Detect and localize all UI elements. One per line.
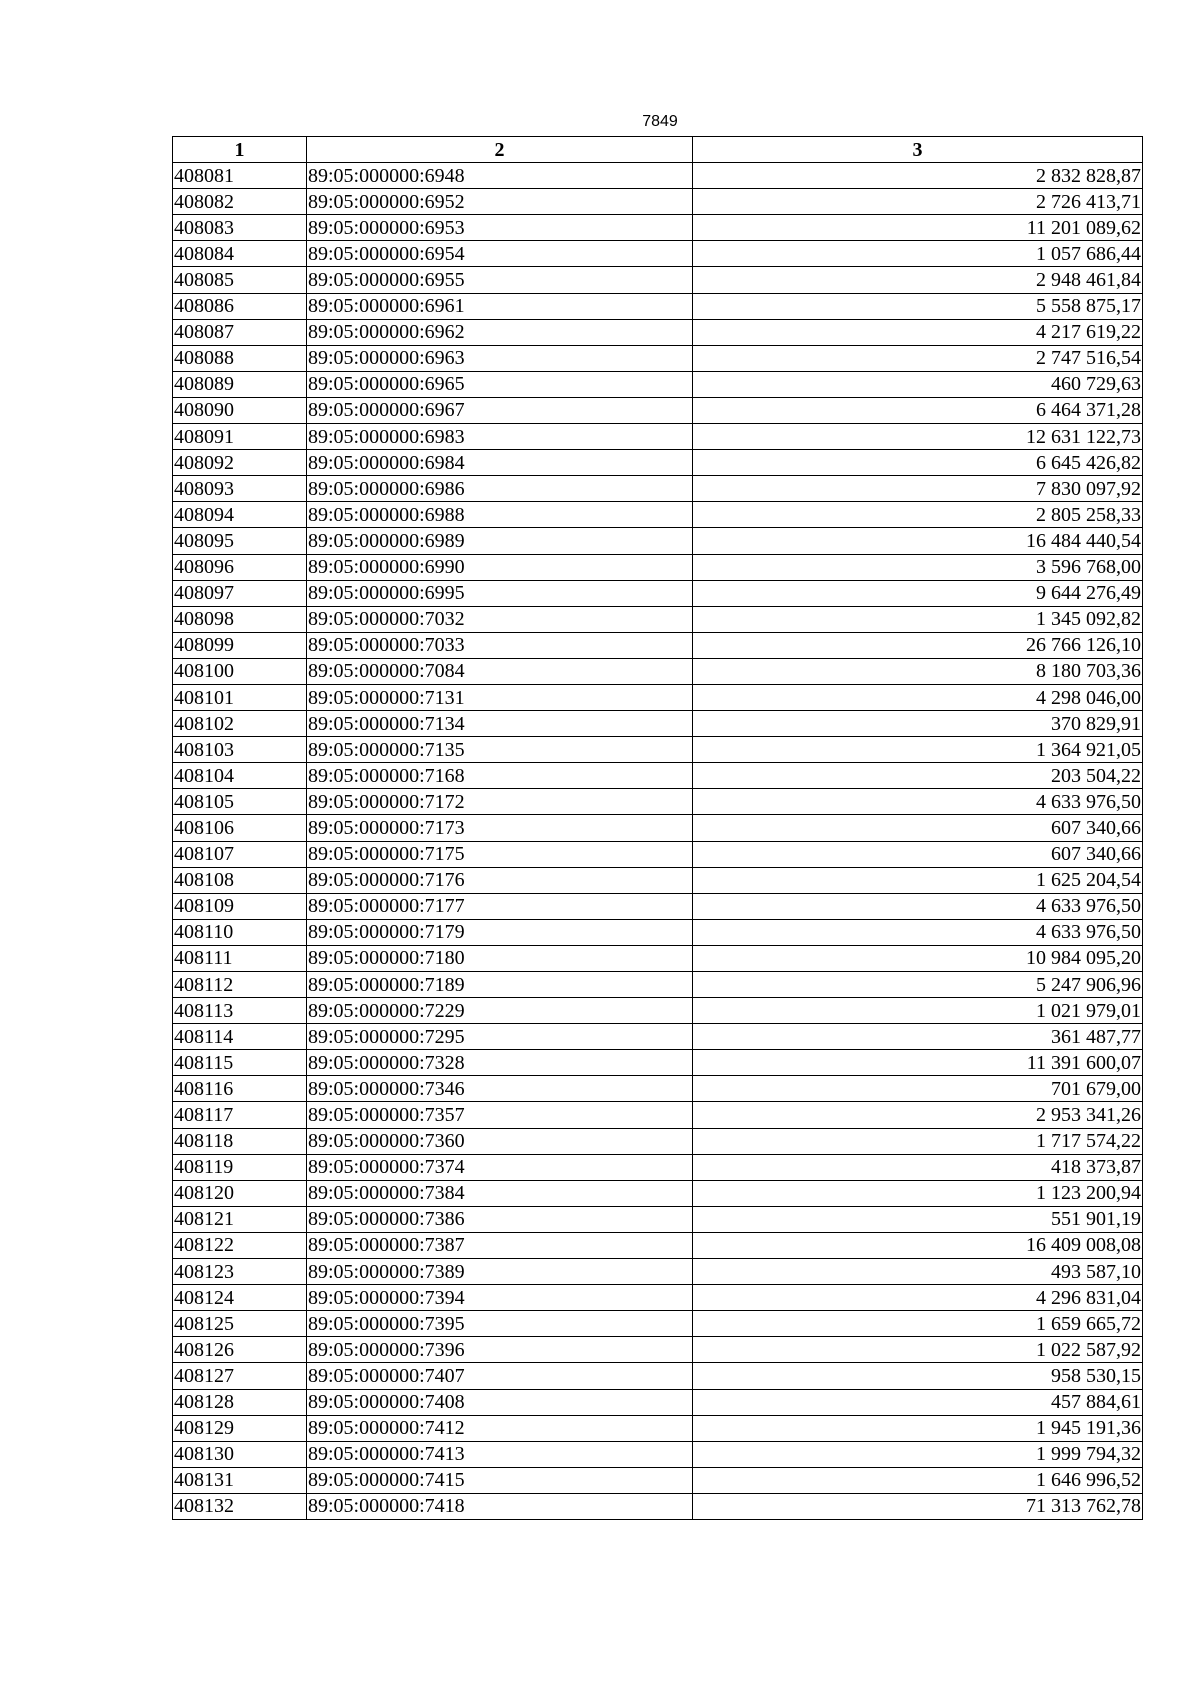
value-cell: 4 633 976,50 (693, 893, 1143, 919)
table-row (173, 1076, 1143, 1102)
value-cell: 12 631 122,73 (693, 424, 1143, 450)
cadastral-number-cell: 89:05:000000:7360 (307, 1128, 693, 1154)
value-cell: 7 830 097,92 (693, 476, 1143, 502)
table-row (173, 658, 1143, 684)
table-row (173, 163, 1143, 189)
table-row (173, 972, 1143, 998)
cadastral-number-cell: 89:05:000000:6963 (307, 345, 693, 371)
cadastral-number-cell: 89:05:000000:7418 (307, 1493, 693, 1519)
table-row (173, 215, 1143, 241)
row-number-cell: 408117 (173, 1102, 307, 1128)
row-number-cell: 408105 (173, 789, 307, 815)
value-cell: 457 884,61 (693, 1389, 1143, 1415)
row-number-cell: 408103 (173, 737, 307, 763)
table-row (173, 1337, 1143, 1363)
value-cell: 361 487,77 (693, 1024, 1143, 1050)
cadastral-number-cell: 89:05:000000:7033 (307, 632, 693, 658)
cadastral-number-cell: 89:05:000000:7395 (307, 1311, 693, 1337)
row-number-cell: 408084 (173, 241, 307, 267)
value-cell: 16 484 440,54 (693, 528, 1143, 554)
value-cell: 1 022 587,92 (693, 1337, 1143, 1363)
row-number-cell: 408119 (173, 1154, 307, 1180)
value-cell: 4 633 976,50 (693, 919, 1143, 945)
table-row (173, 1024, 1143, 1050)
table-row (173, 424, 1143, 450)
row-number-cell: 408113 (173, 998, 307, 1024)
table-row (173, 684, 1143, 710)
value-cell: 2 953 341,26 (693, 1102, 1143, 1128)
row-number-cell: 408112 (173, 972, 307, 998)
row-number-cell: 408129 (173, 1415, 307, 1441)
cadastral-number-cell: 89:05:000000:6955 (307, 267, 693, 293)
row-number-cell: 408098 (173, 606, 307, 632)
column-header-3: 3 (693, 137, 1143, 163)
column-header-1: 1 (173, 137, 307, 163)
value-cell: 3 596 768,00 (693, 554, 1143, 580)
table-row (173, 476, 1143, 502)
row-number-cell: 408081 (173, 163, 307, 189)
value-cell: 8 180 703,36 (693, 658, 1143, 684)
value-cell: 2 747 516,54 (693, 345, 1143, 371)
value-cell: 4 298 046,00 (693, 684, 1143, 710)
cadastral-number-cell: 89:05:000000:6953 (307, 215, 693, 241)
row-number-cell: 408093 (173, 476, 307, 502)
row-number-cell: 408109 (173, 893, 307, 919)
table-row (173, 1154, 1143, 1180)
table-row (173, 1102, 1143, 1128)
table-row (173, 1050, 1143, 1076)
value-cell: 493 587,10 (693, 1259, 1143, 1285)
table-row (173, 345, 1143, 371)
cadastral-number-cell: 89:05:000000:6967 (307, 397, 693, 423)
row-number-cell: 408089 (173, 371, 307, 397)
cadastral-number-cell: 89:05:000000:6989 (307, 528, 693, 554)
value-cell: 71 313 762,78 (693, 1493, 1143, 1519)
cadastral-number-cell: 89:05:000000:6965 (307, 371, 693, 397)
row-number-cell: 408115 (173, 1050, 307, 1076)
value-cell: 1 717 574,22 (693, 1128, 1143, 1154)
row-number-cell: 408116 (173, 1076, 307, 1102)
cadastral-number-cell: 89:05:000000:6954 (307, 241, 693, 267)
row-number-cell: 408090 (173, 397, 307, 423)
value-cell: 1 625 204,54 (693, 867, 1143, 893)
cadastral-number-cell: 89:05:000000:7032 (307, 606, 693, 632)
column-header-2: 2 (307, 137, 693, 163)
value-cell: 6 645 426,82 (693, 450, 1143, 476)
cadastral-number-cell: 89:05:000000:6961 (307, 293, 693, 319)
row-number-cell: 408121 (173, 1206, 307, 1232)
cadastral-number-cell: 89:05:000000:7389 (307, 1259, 693, 1285)
row-number-cell: 408100 (173, 658, 307, 684)
table-row (173, 241, 1143, 267)
cadastral-number-cell: 89:05:000000:7408 (307, 1389, 693, 1415)
value-cell: 2 805 258,33 (693, 502, 1143, 528)
table-row (173, 1232, 1143, 1258)
table-row (173, 763, 1143, 789)
header-row (173, 137, 1143, 163)
row-number-cell: 408126 (173, 1337, 307, 1363)
table-row (173, 789, 1143, 815)
value-cell: 460 729,63 (693, 371, 1143, 397)
cadastral-number-cell: 89:05:000000:7346 (307, 1076, 693, 1102)
cadastral-number-cell: 89:05:000000:7415 (307, 1467, 693, 1493)
table-header (173, 137, 1143, 163)
table-row (173, 267, 1143, 293)
row-number-cell: 408086 (173, 293, 307, 319)
row-number-cell: 408095 (173, 528, 307, 554)
value-cell: 2 948 461,84 (693, 267, 1143, 293)
cadastral-number-cell: 89:05:000000:7168 (307, 763, 693, 789)
row-number-cell: 408088 (173, 345, 307, 371)
row-number-cell: 408118 (173, 1128, 307, 1154)
value-cell: 607 340,66 (693, 841, 1143, 867)
row-number-cell: 408087 (173, 319, 307, 345)
table-body (173, 163, 1143, 1520)
row-number-cell: 408124 (173, 1285, 307, 1311)
table-row (173, 998, 1143, 1024)
row-number-cell: 408131 (173, 1467, 307, 1493)
value-cell: 4 296 831,04 (693, 1285, 1143, 1311)
cadastral-number-cell: 89:05:000000:6962 (307, 319, 693, 345)
cadastral-number-cell: 89:05:000000:7135 (307, 737, 693, 763)
cadastral-number-cell: 89:05:000000:7172 (307, 789, 693, 815)
table-row (173, 1389, 1143, 1415)
value-cell: 10 984 095,20 (693, 945, 1143, 971)
cadastral-number-cell: 89:05:000000:7176 (307, 867, 693, 893)
table-row (173, 580, 1143, 606)
row-number-cell: 408099 (173, 632, 307, 658)
value-cell: 607 340,66 (693, 815, 1143, 841)
cadastral-number-cell: 89:05:000000:7180 (307, 945, 693, 971)
row-number-cell: 408106 (173, 815, 307, 841)
value-cell: 1 021 979,01 (693, 998, 1143, 1024)
cadastral-number-cell: 89:05:000000:7387 (307, 1232, 693, 1258)
value-cell: 1 345 092,82 (693, 606, 1143, 632)
table-row (173, 397, 1143, 423)
cadastral-number-cell: 89:05:000000:7134 (307, 711, 693, 737)
cadastral-number-cell: 89:05:000000:6988 (307, 502, 693, 528)
table-row (173, 293, 1143, 319)
cadastral-number-cell: 89:05:000000:7084 (307, 658, 693, 684)
table-row (173, 1493, 1143, 1519)
value-cell: 4 217 619,22 (693, 319, 1143, 345)
value-cell: 6 464 371,28 (693, 397, 1143, 423)
row-number-cell: 408114 (173, 1024, 307, 1050)
value-cell: 958 530,15 (693, 1363, 1143, 1389)
value-cell: 701 679,00 (693, 1076, 1143, 1102)
table-row (173, 1180, 1143, 1206)
value-cell: 1 123 200,94 (693, 1180, 1143, 1206)
value-cell: 2 726 413,71 (693, 189, 1143, 215)
row-number-cell: 408085 (173, 267, 307, 293)
row-number-cell: 408110 (173, 919, 307, 945)
table-row (173, 606, 1143, 632)
cadastral-number-cell: 89:05:000000:7394 (307, 1285, 693, 1311)
cadastral-number-cell: 89:05:000000:6990 (307, 554, 693, 580)
value-cell: 9 644 276,49 (693, 580, 1143, 606)
cadastral-number-cell: 89:05:000000:6984 (307, 450, 693, 476)
table-row (173, 632, 1143, 658)
table-row (173, 502, 1143, 528)
cadastral-number-cell: 89:05:000000:7374 (307, 1154, 693, 1180)
table-row (173, 1363, 1143, 1389)
table-row (173, 867, 1143, 893)
table-row (173, 1128, 1143, 1154)
cadastral-number-cell: 89:05:000000:7295 (307, 1024, 693, 1050)
cadastral-number-cell: 89:05:000000:7175 (307, 841, 693, 867)
row-number-cell: 408092 (173, 450, 307, 476)
page-number: 7849 (642, 113, 678, 130)
row-number-cell: 408094 (173, 502, 307, 528)
value-cell: 2 832 828,87 (693, 163, 1143, 189)
row-number-cell: 408101 (173, 684, 307, 710)
value-cell: 1 364 921,05 (693, 737, 1143, 763)
cadastral-number-cell: 89:05:000000:7328 (307, 1050, 693, 1076)
row-number-cell: 408132 (173, 1493, 307, 1519)
cadastral-number-cell: 89:05:000000:7357 (307, 1102, 693, 1128)
value-cell: 370 829,91 (693, 711, 1143, 737)
table-row (173, 945, 1143, 971)
cadastral-number-cell: 89:05:000000:7189 (307, 972, 693, 998)
value-cell: 26 766 126,10 (693, 632, 1143, 658)
table-row (173, 893, 1143, 919)
table-row (173, 1285, 1143, 1311)
table-row (173, 450, 1143, 476)
value-cell: 11 391 600,07 (693, 1050, 1143, 1076)
row-number-cell: 408122 (173, 1232, 307, 1258)
table-row (173, 711, 1143, 737)
value-cell: 1 999 794,32 (693, 1441, 1143, 1467)
table-row (173, 1467, 1143, 1493)
table-row (173, 1415, 1143, 1441)
table-row (173, 737, 1143, 763)
table-row (173, 1441, 1143, 1467)
value-cell: 1 659 665,72 (693, 1311, 1143, 1337)
value-cell: 5 247 906,96 (693, 972, 1143, 998)
row-number-cell: 408111 (173, 945, 307, 971)
cadastral-number-cell: 89:05:000000:7396 (307, 1337, 693, 1363)
row-number-cell: 408107 (173, 841, 307, 867)
row-number-cell: 408108 (173, 867, 307, 893)
row-number-cell: 408083 (173, 215, 307, 241)
value-cell: 418 373,87 (693, 1154, 1143, 1180)
row-number-cell: 408097 (173, 580, 307, 606)
cadastral-number-cell: 89:05:000000:7386 (307, 1206, 693, 1232)
cadastral-number-cell: 89:05:000000:7412 (307, 1415, 693, 1441)
value-cell: 1 646 996,52 (693, 1467, 1143, 1493)
row-number-cell: 408127 (173, 1363, 307, 1389)
table-row (173, 528, 1143, 554)
cadastral-number-cell: 89:05:000000:7131 (307, 684, 693, 710)
value-cell: 16 409 008,08 (693, 1232, 1143, 1258)
value-cell: 551 901,19 (693, 1206, 1143, 1232)
cadastral-number-cell: 89:05:000000:7384 (307, 1180, 693, 1206)
table-row (173, 554, 1143, 580)
cadastral-number-cell: 89:05:000000:6952 (307, 189, 693, 215)
row-number-cell: 408091 (173, 424, 307, 450)
row-number-cell: 408125 (173, 1311, 307, 1337)
row-number-cell: 408082 (173, 189, 307, 215)
table-row (173, 841, 1143, 867)
cadastral-number-cell: 89:05:000000:7179 (307, 919, 693, 945)
data-table (172, 136, 1143, 1520)
table-row (173, 919, 1143, 945)
value-cell: 203 504,22 (693, 763, 1143, 789)
value-cell: 1 057 686,44 (693, 241, 1143, 267)
row-number-cell: 408104 (173, 763, 307, 789)
value-cell: 5 558 875,17 (693, 293, 1143, 319)
row-number-cell: 408130 (173, 1441, 307, 1467)
table-row (173, 1206, 1143, 1232)
cadastral-number-cell: 89:05:000000:7173 (307, 815, 693, 841)
table-row (173, 319, 1143, 345)
cadastral-number-cell: 89:05:000000:6986 (307, 476, 693, 502)
table-row (173, 1259, 1143, 1285)
value-cell: 11 201 089,62 (693, 215, 1143, 241)
table-row (173, 815, 1143, 841)
row-number-cell: 408128 (173, 1389, 307, 1415)
cadastral-number-cell: 89:05:000000:6995 (307, 580, 693, 606)
value-cell: 1 945 191,36 (693, 1415, 1143, 1441)
table-row (173, 1311, 1143, 1337)
cadastral-number-cell: 89:05:000000:7177 (307, 893, 693, 919)
cadastral-number-cell: 89:05:000000:6948 (307, 163, 693, 189)
row-number-cell: 408120 (173, 1180, 307, 1206)
row-number-cell: 408096 (173, 554, 307, 580)
cadastral-number-cell: 89:05:000000:7407 (307, 1363, 693, 1389)
table-row (173, 371, 1143, 397)
cadastral-number-cell: 89:05:000000:6983 (307, 424, 693, 450)
cadastral-number-cell: 89:05:000000:7413 (307, 1441, 693, 1467)
table-row (173, 189, 1143, 215)
cadastral-number-cell: 89:05:000000:7229 (307, 998, 693, 1024)
value-cell: 4 633 976,50 (693, 789, 1143, 815)
row-number-cell: 408123 (173, 1259, 307, 1285)
row-number-cell: 408102 (173, 711, 307, 737)
